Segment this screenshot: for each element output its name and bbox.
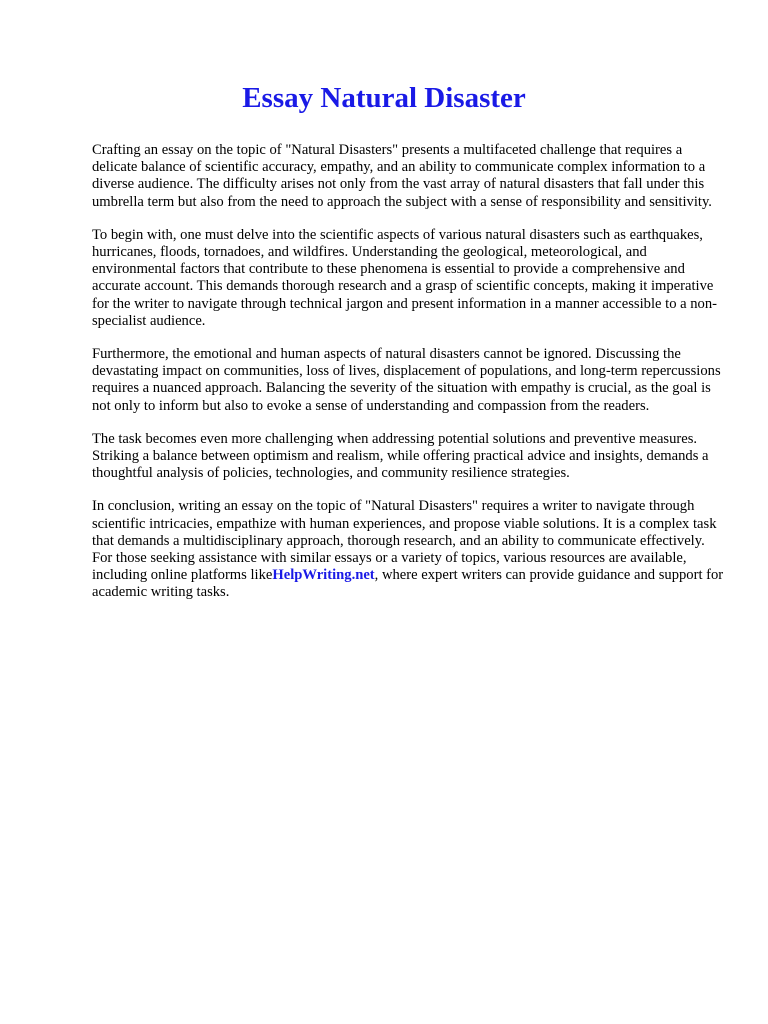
paragraph-scientific-aspects: To begin with, one must delve into the scientific aspects of various natural disasters such as earthquakes, hurricanes, floods, tornadoes, and wildfires. Understanding the geological, meteorological, and environmental factors that contribute to these phenomena is essential to provide a comprehensive and accurate account. This demands thorough research and a grasp of scientific concepts, making it imperative for the writer to navigate through technical jargon and present information in a manner accessible to a non-specialist audience. xyxy=(92,226,718,329)
document-title: Essay Natural Disaster xyxy=(242,82,526,114)
paragraph-intro: Crafting an essay on the topic of "Natural Disasters" presents a multifaceted challenge that requires a delicate balance of scientific accuracy, empathy, and an ability to communicate complex information to a diverse audience. The difficulty arises not only from the vast array of natural disasters that fall under this umbrella term but also from the need to approach the subject with a sense of responsibility and sensitivity. xyxy=(92,142,712,210)
conclusion-text-end: , where expert writers can provide guidance and support for academic writing tasks. xyxy=(92,567,724,601)
paragraph-human-aspects: Furthermore, the emotional and human aspects of natural disasters cannot be ignored. Discussing the devastating impact on communities, loss of lives, displacement of populations, and long-term repercussions requires a nuanced approach. Balancing the severity of the situation with empathy is crucial, as the goal is not only to inform but also to evoke a sense of understanding and compassion from the readers. xyxy=(92,346,721,414)
document-body xyxy=(92,142,724,602)
paragraph-solutions: The task becomes even more challenging when addressing potential solutions and preventive measures. Striking a balance between optimism and realism, while offering practical advice and insights, demands a thoughtful analysis of policies, technologies, and community resilience strategies. xyxy=(92,430,709,482)
conclusion-text: In conclusion, writing an essay on the topic of "Natural Disasters" requires a writer to navigate through scientific intricacies, empathize with human experiences, and propose viable solutions. It is a complex task that demands a multidisciplinary approach, thorough research, and an ability to communicate effectively. For those seeking assistance with similar essays or a variety of topics, various resources are available, including online platforms like xyxy=(92,498,717,584)
helpwriting-link[interactable]: HelpWriting.net xyxy=(272,567,375,584)
paragraph-conclusion xyxy=(92,498,724,601)
